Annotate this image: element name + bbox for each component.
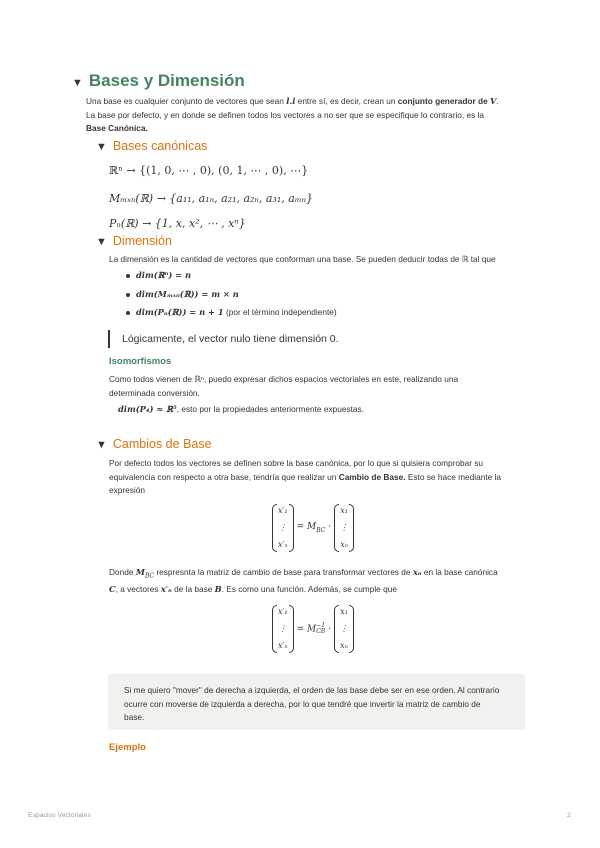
toggle-triangle-icon[interactable]: ▼ — [96, 141, 107, 153]
list-item: dim(Mₘₓₙ(ℝ)) = m × n — [136, 289, 239, 299]
subheading-bases-canonicas[interactable]: ▼ Bases canónicas — [96, 139, 208, 153]
subheading-cambios-de-base[interactable]: ▼ Cambios de Base — [96, 437, 212, 451]
matrix-x-prime: x′₁ ⋮ x′ₙ — [272, 605, 294, 653]
toggle-triangle-icon[interactable]: ▼ — [96, 236, 107, 248]
cambios-paragraph-2: Donde $M_{BC}$ respresnta la matriz de cambio de base para transformar vectores de xₙ en la base canónica C, a vectores x′ₙ de la base B. Es como una función. Además, se cumple que — [109, 567, 498, 595]
intro-paragraph: Una base es cualquier conjunto de vectores que sean l.i entre sí, es decir, crean un conjunto generador de V. La base por defecto, y en donde se definen todos los vectores a no ser que se especifique lo contrario, es la Base Canónica. — [86, 96, 499, 133]
toggle-triangle-icon[interactable]: ▼ — [96, 439, 107, 451]
cambios-paragraph-1: Por defecto todos los vectores se definen sobre la base canónica, por lo que si quisiera comprobar su equivalencia con respecto a otra base, tendría que realizar un Cambio de Base. Esto se hace mediante la expresión — [109, 458, 502, 495]
matrix-x-prime: x′₁ ⋮ x′ₙ — [272, 504, 294, 552]
equation-matrix-basis: Mₘₓₙ(ℝ) → {a₁₁, a₁ₙ, a₂₁, a₂ₙ, a₃₁, aₘₙ} — [109, 192, 314, 205]
section-heading-bases[interactable]: ▼ Bases y Dimensión — [72, 71, 245, 90]
matrix-x: x₁ ⋮ xₙ — [334, 504, 354, 552]
equation-polynomial-basis: Pₙ(ℝ) → {1, x, x², ⋯ , xⁿ} — [109, 217, 246, 230]
inverse-change-of-basis-equation: x′₁ ⋮ x′ₙ = M −1 CB · x₁ ⋮ xₙ — [272, 605, 354, 653]
heading-ejemplo: Ejemplo — [109, 742, 146, 753]
change-of-basis-equation: x′₁ ⋮ x′ₙ = $M_{BC}$ · x₁ ⋮ xₙ — [272, 504, 354, 552]
list-item: dim(Pₙ(ℝ)) = n + 1 (por el término independiente) — [136, 307, 337, 317]
page-number: 2 — [567, 812, 571, 819]
list-item: dim(ℝⁿ) = n — [136, 270, 192, 280]
heading-isomorfismos: Isomorfismos — [109, 356, 172, 367]
callout-block: Si me quiero "mover" de derecha a izquierda, el orden de las base debe ser en ese orden. Al contrario ocurre con moverse de izquierda a derecha, por lo que tendré que invertir la matriz de cambio de base. — [108, 674, 525, 730]
toggle-triangle-icon[interactable]: ▼ — [72, 77, 83, 89]
isomorfismos-equation: dim(P₄) ≈ ℝ⁵, esto por la propiedades anteriormente expuestas. — [118, 404, 364, 414]
footer-title: Espacios Vectoriales — [28, 812, 91, 819]
subheading-dimension[interactable]: ▼ Dimensión — [96, 234, 172, 248]
quote-block: Lógicamente, el vector nulo tiene dimensión 0. — [108, 330, 339, 348]
equation-rn-basis: ℝⁿ → {(1, 0, ⋯ , 0), (0, 1, ⋯ , 0), ⋯} — [109, 164, 309, 177]
matrix-x: x₁ ⋮ xₙ — [334, 605, 354, 653]
dimension-paragraph: La dimensión es la cantidad de vectores que conforman una base. Se pueden deducir todas de ℝ tal que — [109, 254, 496, 264]
isomorfismos-paragraph: Como todos vienen de ℝⁿ, puedo expresar dichos espacios vectoriales en este, realizando una determinada conversión. — [109, 374, 459, 398]
